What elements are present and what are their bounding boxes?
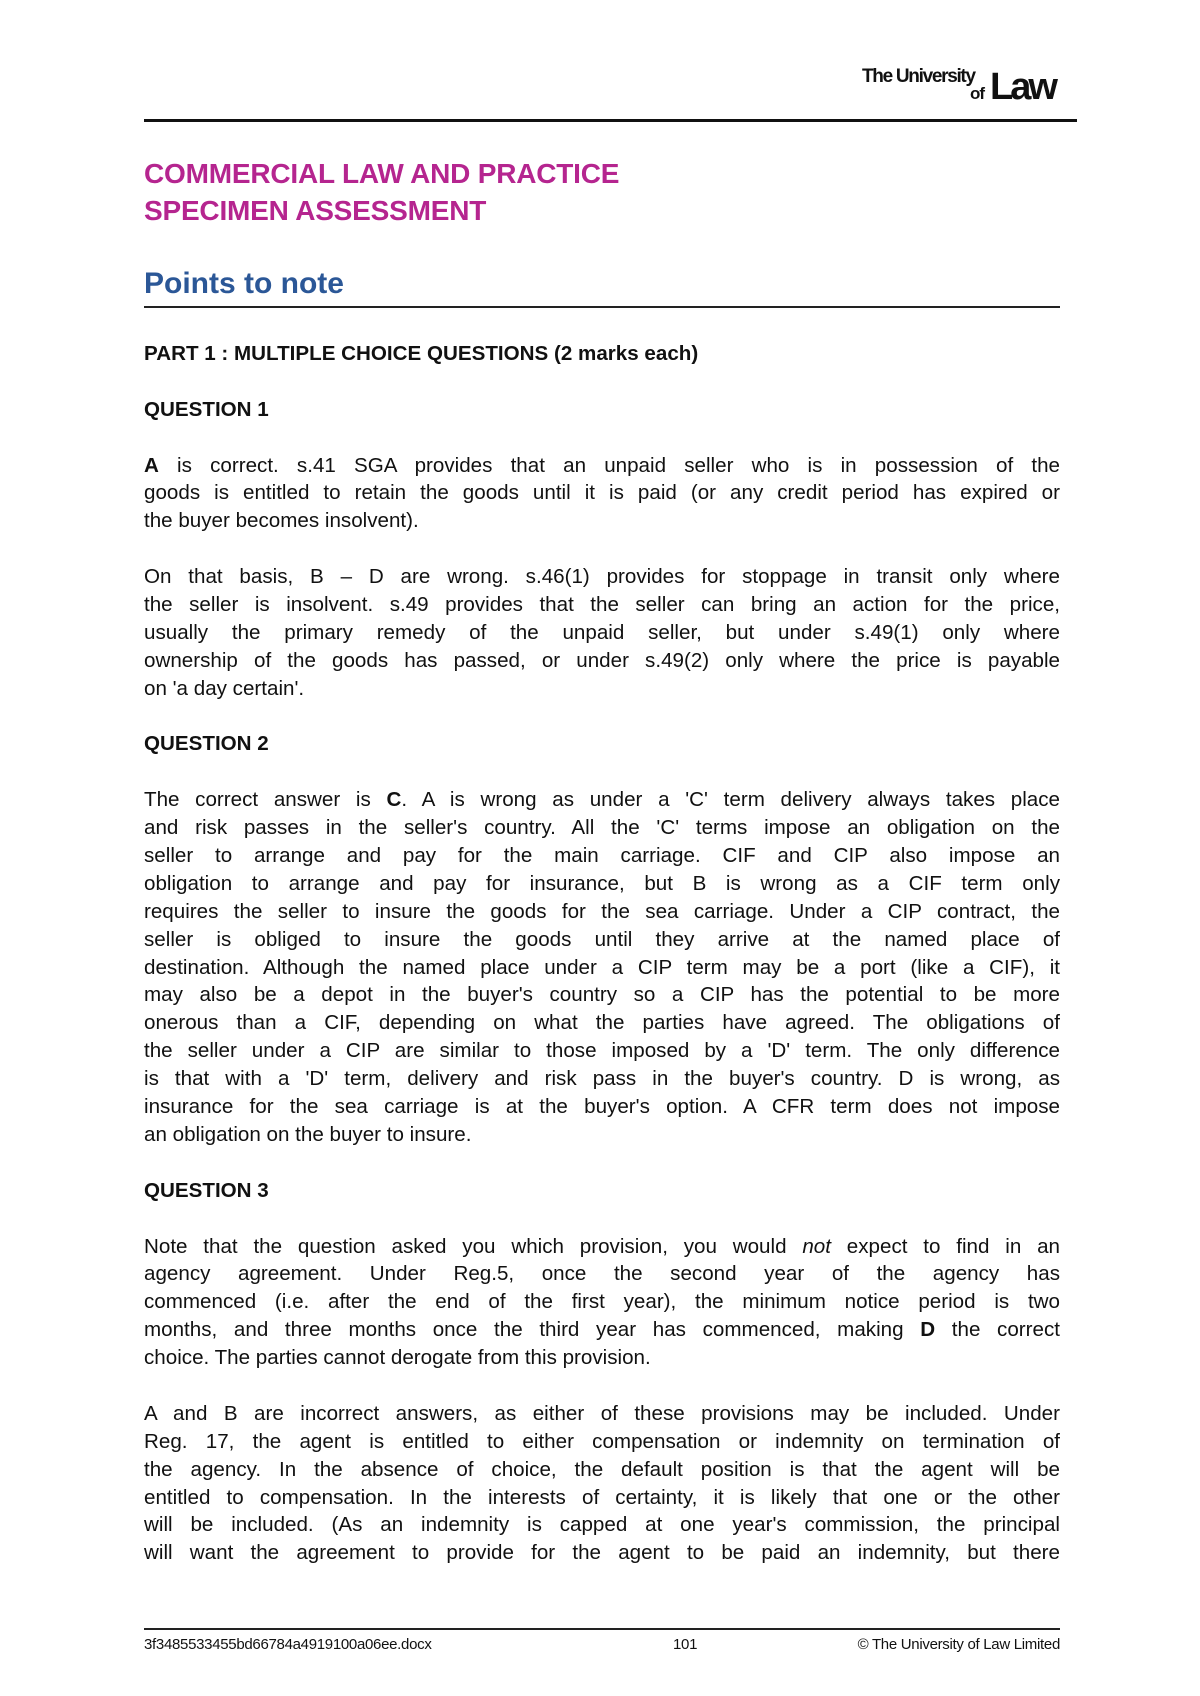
- text-line: goods is entitled to retain the goods until it is paid (or any credit period has expired or: [144, 481, 1060, 505]
- logo-text-line3: Law: [990, 66, 1055, 108]
- text-line: may also be a depot in the buyer's country so a CIP has the potential to be more: [144, 983, 1060, 1007]
- text-line: agency agreement. Under Reg.5, once the second year of the agency has: [144, 1262, 1060, 1286]
- footer-copyright: © The University of Law Limited: [857, 1636, 1060, 1653]
- question-heading: QUESTION 1: [144, 397, 269, 421]
- text-line: usually the primary remedy of the unpaid seller, but under s.49(1) only where: [144, 620, 1060, 644]
- emphasis-text: not: [802, 1234, 831, 1258]
- title-line-2: SPECIMEN ASSESSMENT: [144, 195, 487, 226]
- text-line: [144, 1316, 1060, 1344]
- text-line: insurance for the sea carriage is at the buyer's option. A CFR term does not impose: [144, 1095, 1060, 1119]
- header-rule: [144, 119, 1077, 122]
- text-run: is correct. s.41 SGA provides that an unpaid seller who is in possession of the: [158, 453, 1060, 477]
- text-run: the correct: [935, 1318, 1060, 1342]
- text-line: is that with a 'D' term, delivery and risk pass in the buyer's country. D is wrong, as: [144, 1067, 1060, 1091]
- footer-rule: [144, 1628, 1060, 1630]
- paragraph: [144, 563, 1060, 702]
- university-of-law-logo: [858, 64, 1068, 106]
- text-line: the buyer becomes insolvent).: [144, 509, 419, 533]
- text-line: the agency. In the absence of choice, the default position is that the agent will be: [144, 1457, 1060, 1481]
- section-rule: [144, 306, 1060, 308]
- text-line: seller is obliged to insure the goods until they arrive at the named place of: [144, 927, 1060, 951]
- text-line: on 'a day certain'.: [144, 676, 305, 700]
- text-line: will want the agreement to provide for the agent to be paid an indemnity, but there: [144, 1541, 1060, 1565]
- document-title: [144, 155, 619, 229]
- text-line: an obligation on the buyer to insure.: [144, 1122, 472, 1146]
- text-line: A and B are incorrect answers, as either of these provisions may be included. Under: [144, 1401, 1060, 1425]
- text-line: commenced (i.e. after the end of the first year), the minimum notice period is two: [144, 1290, 1060, 1314]
- text-line: [144, 1233, 1060, 1261]
- logo-text-line1: The University: [862, 66, 975, 87]
- section-heading: Points to note: [144, 267, 344, 300]
- text-line: [144, 786, 1060, 814]
- paragraph: [144, 1233, 1060, 1372]
- paragraph: [144, 786, 1060, 1149]
- bold-answer: C: [386, 788, 402, 812]
- bold-answer: A: [144, 453, 159, 477]
- title-line-1: COMMERCIAL LAW AND PRACTICE: [144, 158, 620, 189]
- text-run: . A is wrong as under a 'C' term delivery always takes place: [401, 788, 1060, 812]
- question-heading: PART 1 : MULTIPLE CHOICE QUESTIONS (2 marks each): [144, 342, 699, 365]
- text-run: expect to find in an: [830, 1234, 1060, 1258]
- text-line: will be included. (As an indemnity is capped at one year's commission, the principal: [144, 1513, 1060, 1537]
- text-run: Note that the question asked you which provision, you would: [144, 1234, 803, 1258]
- text-run: months, and three months once the third year has commenced, making: [144, 1318, 921, 1342]
- text-line: On that basis, B – D are wrong. s.46(1) provides for stoppage in transit only where: [144, 565, 1060, 589]
- text-line: choice. The parties cannot derogate from this provision.: [144, 1346, 651, 1370]
- text-line: ownership of the goods has passed, or under s.49(2) only where the price is payable: [144, 648, 1060, 672]
- question-heading: QUESTION 3: [144, 1178, 269, 1202]
- text-line: entitled to compensation. In the interests of certainty, it is likely that one or the other: [144, 1485, 1060, 1509]
- question-heading: QUESTION 2: [144, 732, 269, 756]
- text-line: requires the seller to insure the goods for the sea carriage. Under a CIP contract, the: [144, 899, 1060, 923]
- text-line: the seller under a CIP are similar to those imposed by a 'D' term. The only difference: [144, 1039, 1060, 1063]
- text-line: the seller is insolvent. s.49 provides that the seller can bring an action for the price,: [144, 593, 1060, 617]
- text-line: destination. Although the named place under a CIP term may be a port (like a CIF), it: [144, 955, 1060, 979]
- text-line: onerous than a CIF, depending on what the parties have agreed. The obligations of: [144, 1011, 1060, 1035]
- text-line: and risk passes in the seller's country. All the 'C' terms impose an obligation on the: [144, 816, 1060, 840]
- page-number: 101: [673, 1636, 698, 1653]
- document-body: [144, 340, 1060, 1595]
- footer-filename: 3f3485533455bd66784a4919100a06ee.docx: [144, 1636, 432, 1653]
- text-line: obligation to arrange and pay for insurance, but B is wrong as a CIF term only: [144, 871, 1060, 895]
- text-line: [144, 452, 1060, 480]
- paragraph: [144, 452, 1060, 536]
- text-run: The correct answer is: [144, 788, 387, 812]
- paragraph: [144, 1400, 1060, 1567]
- logo-text-line2: of: [970, 84, 985, 103]
- text-line: seller to arrange and pay for the main carriage. CIF and CIP also impose an: [144, 844, 1060, 868]
- bold-answer: D: [920, 1318, 936, 1342]
- text-line: Reg. 17, the agent is entitled to either compensation or indemnity on termination of: [144, 1429, 1060, 1453]
